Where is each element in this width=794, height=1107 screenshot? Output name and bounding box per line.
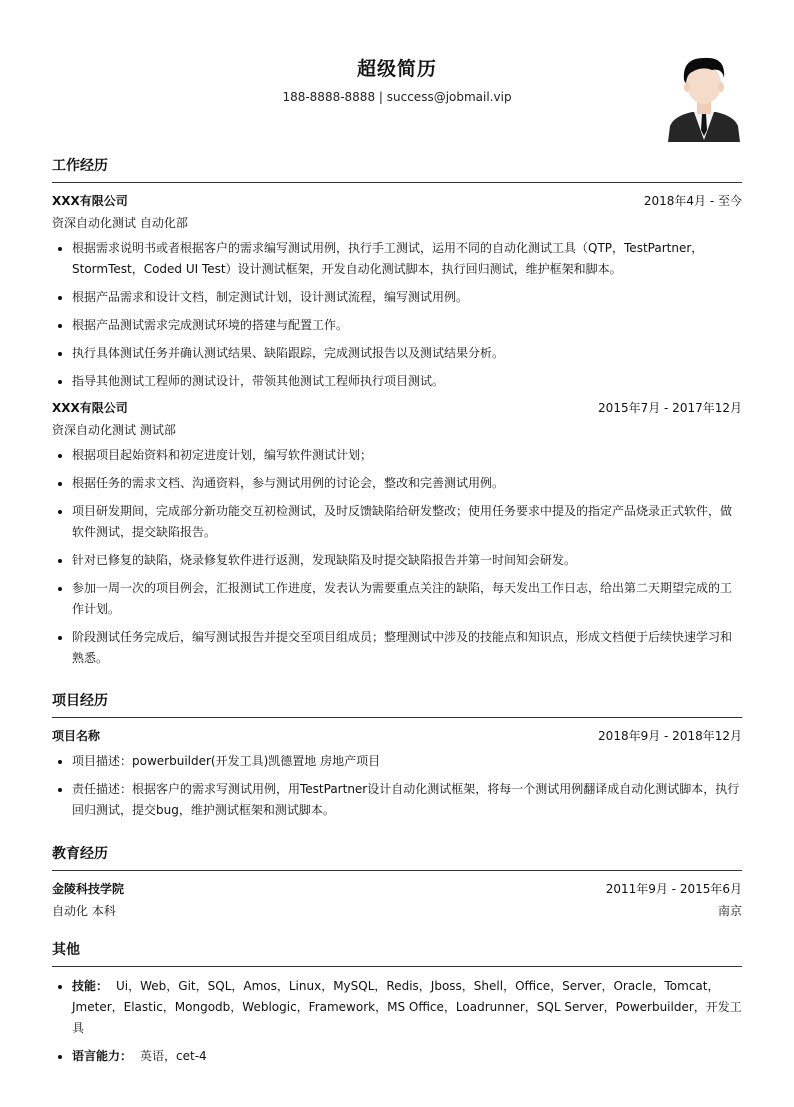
education-date: 2011年9月 - 2015年6月 xyxy=(605,882,742,896)
project-name: 项目名称 xyxy=(52,729,101,743)
job-duties xyxy=(52,445,742,669)
skills-value: Ui，Web，Git，SQL，Amos，Linux，MySQL，Redis，Jboss，Shell，Office，Server，Oracle，Tomcat，Jmeter，Elastic，Mongodb，Weblogic，Framework，MS Office，Loadrunner，SQL Server，Powerbuilder，开发工具 xyxy=(72,979,742,1035)
job-role: 资深自动化测试 测试部 xyxy=(52,423,176,437)
language-item xyxy=(72,1046,742,1067)
job-entry xyxy=(52,399,742,669)
language-label: 语言能力： xyxy=(72,1049,133,1063)
other-details xyxy=(52,976,742,1067)
work-section-title: 工作经历 xyxy=(52,155,742,183)
contact-info: 188-8888-8888 | success@jobmail.vip xyxy=(282,90,512,104)
company-name: XXX有限公司 xyxy=(52,194,128,208)
list-item: • 针对已修复的缺陷，烧录修复软件进行返测，发现缺陷及时提交缺陷报告并第一时间知会研发。 xyxy=(72,550,742,571)
list-item: • 根据项目起始资料和初定进度计划，编写软件测试计划； xyxy=(72,445,742,466)
skills-label: 技能： xyxy=(72,979,109,993)
other-section-title: 其他 xyxy=(52,939,742,967)
list-item: • 指导其他测试工程师的测试设计，带领其他测试工程师执行项目测试。 xyxy=(72,371,742,392)
list-item: • 根据需求说明书或者根据客户的需求编写测试用例，执行手工测试，运用不同的自动化测试工具（QTP，TestPartner，StormTest，Coded UI Test）设计测试框架，开发自动化测试脚本，执行回归测试，维护框架和脚本。 xyxy=(72,238,742,280)
resume-name: 超级简历 xyxy=(356,58,437,80)
list-item: • 执行具体测试任务并确认测试结果、缺陷跟踪，完成测试报告以及测试结果分析。 xyxy=(72,343,742,364)
project-date: 2018年9月 - 2018年12月 xyxy=(598,729,742,743)
project-details xyxy=(52,751,742,821)
list-item: • 根据产品测试需求完成测试环境的搭建与配置工作。 xyxy=(72,315,742,336)
education-section-title: 教育经历 xyxy=(52,843,742,871)
job-duties xyxy=(52,238,742,392)
list-item: • 根据任务的需求文档、沟通资料，参与测试用例的讨论会，整改和完善测试用例。 xyxy=(72,473,742,494)
list-item: • 项目研发期间，完成部分新功能交互初检测试，及时反馈缺陷给研发整改；使用任务要求中提及的指定产品烧录正式软件，做软件测试，提交缺陷报告。 xyxy=(72,501,742,543)
major-degree: 自动化 本科 xyxy=(52,904,116,918)
other-section xyxy=(52,939,742,1074)
language-value: 英语，cet-4 xyxy=(140,1049,207,1063)
school-name: 金陵科技学院 xyxy=(52,882,125,896)
education-city: 南京 xyxy=(717,904,742,918)
list-item: • 阶段测试任务完成后，编写测试报告并提交至项目组成员；整理测试中涉及的技能点和知识点，形成文档便于后续快速学习和熟悉。 xyxy=(72,627,742,669)
education-section xyxy=(52,843,742,920)
project-section-title: 项目经历 xyxy=(52,690,742,718)
list-item: • 项目描述：powerbuilder(开发工具)凯德置地 房地产项目 xyxy=(72,751,742,772)
list-item: • 责任描述：根据客户的需求写测试用例，用TestPartner设计自动化测试框架，将每一个测试用例翻译成自动化测试脚本，执行回归测试，提交bug，维护测试框架和测试脚本。 xyxy=(72,779,742,821)
job-entry xyxy=(52,192,742,392)
list-item: • 参加一周一次的项目例会，汇报测试工作进度，发表认为需要重点关注的缺陷，每天发出工作日志，给出第二天期望完成的工作计划。 xyxy=(72,578,742,620)
list-item: • 根据产品需求和设计文档，制定测试计划，设计测试流程，编写测试用例。 xyxy=(72,287,742,308)
work-section xyxy=(52,155,742,676)
project-section xyxy=(52,690,742,828)
job-date: 2018年4月 - 至今 xyxy=(643,194,742,208)
job-role: 资深自动化测试 自动化部 xyxy=(52,216,188,230)
skills-item xyxy=(72,976,742,1039)
male-avatar-icon xyxy=(668,52,740,142)
company-name: XXX有限公司 xyxy=(52,401,128,415)
job-date: 2015年7月 - 2017年12月 xyxy=(598,401,742,415)
